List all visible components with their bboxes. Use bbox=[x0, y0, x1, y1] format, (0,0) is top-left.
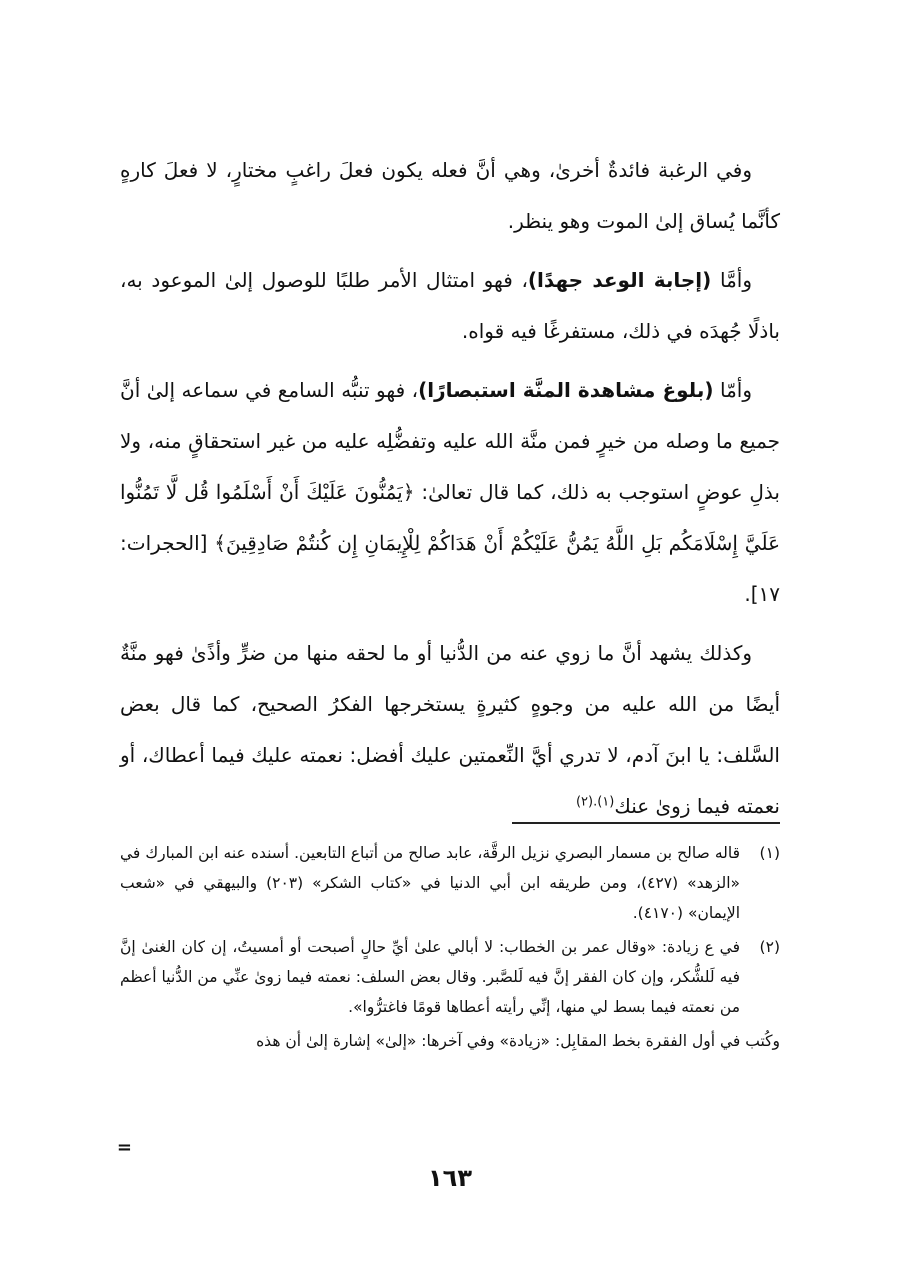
paragraph-4-text: وكذلك يشهد أنَّ ما زوي عنه من الدُّنيا أو ما لحقه منها من ضرٍّ وأذًىٰ فهو منَّةٌ أيضًا من الله عليه من وجوهٍ كثيرةٍ يستخرجها الفكرُ الصحيح، كما قال بعض السَّلف: يا ابنَ آدم، لا تدري أيَّ النِّعمتين عليك أفضل: نعمته عليك فيما أعطاك، أو نعمته فيما زوىٰ عنك bbox=[120, 641, 780, 818]
paragraph-2 bbox=[120, 255, 780, 357]
quran-verse: ﴿يَمُنُّونَ عَلَيْكَ أَنْ أَسْلَمُوا قُل لَّا تَمُنُّوا عَلَيَّ إِسْلَامَكُم بَلِ اللَّهُ يَمُنُّ عَلَيْكُمْ أَنْ هَدَاكُمْ لِلْإِيمَانِ إِن كُنتُمْ صَادِقِينَ﴾ bbox=[120, 480, 780, 555]
footnote-number: (١) bbox=[759, 844, 780, 862]
footnote-text: قاله صالح بن مسمار البصري نزيل الرقَّة، عابد صالح من أتباع التابعين. أسنده عنه ابن المبارك في «الزهد» (٤٢٧)، ومن طريقه ابن أبي الدنيا في «كتاب الشكر» (٢٠٣) والبيهقي في «شعب الإيمان» (٤١٧٠). bbox=[120, 844, 740, 922]
page-number: ١٦٣ bbox=[428, 1164, 472, 1192]
paragraph-1-text: وفي الرغبة فائدةٌ أخرىٰ، وهي أنَّ فعله يكون فعلَ راغبٍ مختارٍ، لا فعلَ كارهٍ كأنَّما يُساق إلىٰ الموت وهو ينظر. bbox=[120, 158, 780, 233]
footnote-1 bbox=[120, 838, 780, 928]
paragraph-3-intro: وأمّا bbox=[719, 378, 752, 402]
term-ijabat-alwaad: (إجابة الوعد جهدًا) bbox=[527, 268, 712, 292]
footnotes bbox=[120, 838, 780, 1056]
footnote-separator bbox=[512, 822, 780, 824]
footnote-2 bbox=[120, 932, 780, 1022]
paragraph-4 bbox=[120, 628, 780, 832]
term-mushahadat-almanna: (بلوغ مشاهدة المنَّة استبصارًا) bbox=[418, 378, 714, 402]
paragraph-1 bbox=[120, 145, 780, 247]
quran-reference: [الحجرات: ١٧]. bbox=[120, 531, 780, 606]
footnote-number: (٢) bbox=[759, 938, 780, 956]
paragraph-3 bbox=[120, 365, 780, 620]
paragraph-2-intro: وأمَّا bbox=[719, 268, 752, 292]
paragraph-3-rest: ، فهو تنبُّه السامع في سماعه إلىٰ أنَّ جميع ما وصله من خيرٍ فمن منَّة الله عليه وتفضُّلِه عليه من غير استحقاقٍ منه، ولا بذلِ عوضٍ استوجب به ذلك، كما قال تعالىٰ: bbox=[120, 378, 780, 504]
main-text bbox=[120, 145, 780, 840]
footnote-text: في ع زيادة: «وقال عمر بن الخطاب: لا أبالي علىٰ أيِّ حالٍ أصبحت أو أمسيتُ، إن كان الغنىٰ إنَّ فيه لَلشُّكر، وإن كان الفقر إنَّ فيه لَلصَّبر. وقال بعض السلف: نعمته فيما زوىٰ عنِّي من الدُّنيا أعظم من نعمته فيما بسط لي منها، إنِّي رأيته أعطاها قومًا فاغترُّوا». bbox=[120, 938, 740, 1016]
footnote-refs: (١).(٢) bbox=[575, 794, 615, 810]
continuation-mark: = bbox=[116, 1137, 132, 1158]
paragraph-2-rest: ، فهو امتثال الأمر طلبًا للوصول إلىٰ الموعود به، باذلًا جُهدَه في ذلك، مستفرغًا فيه قواه. bbox=[120, 268, 780, 343]
footnote-2-continuation: وكُتب في أول الفقرة بخط المقابِل: «زيادة» وفي آخرها: «إلىٰ» إشارة إلىٰ أن هذه bbox=[256, 1032, 780, 1050]
